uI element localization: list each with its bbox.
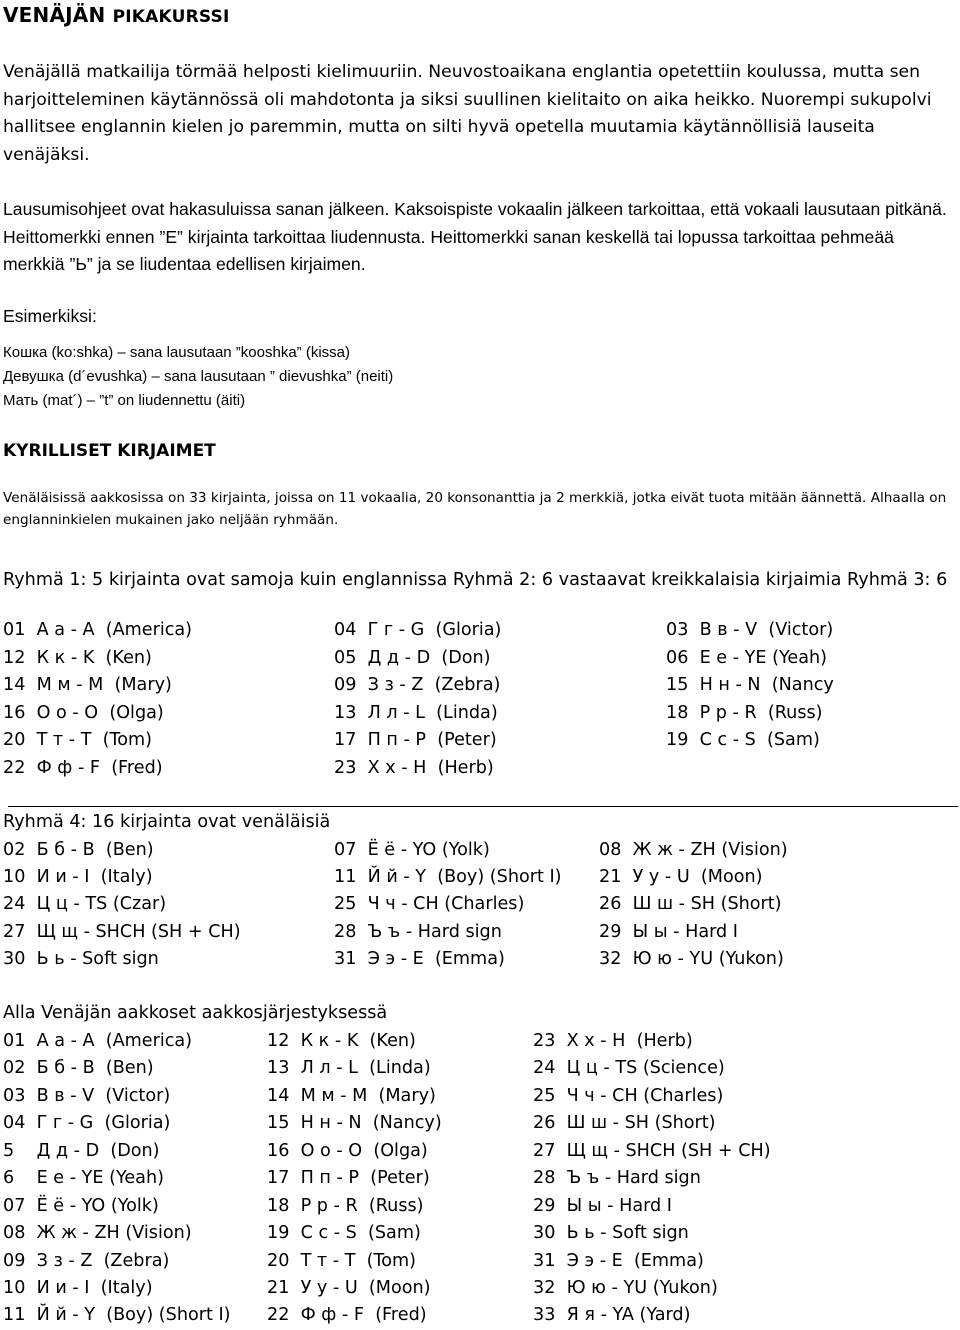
title-rest: PIKAKURSSI: [112, 7, 230, 27]
groups-cell: 19 С с - S (Sam): [666, 730, 820, 750]
alphabet-cell: 12 К к - K (Ken): [267, 1031, 416, 1051]
alphabet-cell: 30 Ь ь - Soft sign: [533, 1223, 689, 1243]
title-main: VENÄJÄN: [3, 3, 106, 27]
groups-cell: 20 Т т - T (Tom): [3, 730, 153, 750]
section-note: [3, 487, 958, 531]
groups-cell: 18 Р р - R (Russ): [666, 703, 823, 723]
alphabet-cell: 24 Ц ц - TS (Science): [533, 1058, 725, 1078]
groups-cell: 17 П п - P (Peter): [334, 730, 497, 750]
section-note-text: Venäläisissä aakkosissa on 33 kirjainta, joissa on 11 vokaalia, 20 konsonanttia ja 2 merkkiä, jotka eivät tuota mitään äännettä. Alhaalla on englanninkielen mukainen jako neljään ryhmään.: [3, 490, 947, 528]
groups-cell: 09 З з - Z (Zebra): [334, 675, 501, 695]
group4-cell: 11 Й й - Y (Boy) (Short I): [334, 867, 562, 887]
alphabet-cell: 21 У у - U (Moon): [267, 1278, 431, 1298]
alphabet-cell: 14 М м - M (Mary): [267, 1086, 436, 1106]
alphabet-cell: 10 И и - I (Italy): [3, 1278, 153, 1298]
groups-cell: 03 В в - V (Victor): [666, 620, 834, 640]
alphabet-cell: 23 Х х - H (Herb): [533, 1031, 693, 1051]
alphabet-cell: 19 С с - S (Sam): [267, 1223, 421, 1243]
alphabet-cell: 04 Г г - G (Gloria): [3, 1113, 171, 1133]
alphabet-cell: 17 П п - P (Peter): [267, 1168, 430, 1188]
pronunciation-paragraph: [3, 196, 953, 279]
alphabet-cell: 33 Я я - YA (Yard): [533, 1305, 691, 1325]
intro-text: Venäjällä matkailija törmää helposti kielimuuriin. Neuvostoaikana englantia opetettiin koulussa, mutta sen harjoitteleminen käytännössä oli mahdotonta ja siksi suullinen kielitaito on aika heikko. Nuorempi sukupolvi hallitsee englannin kielen jo paremmin, mutta on silti hyvä opetella muutamia käytännöllisiä lauseita venäjäksi.: [3, 62, 932, 165]
group4-cell: 29 Ы ы - Hard I: [599, 922, 738, 942]
alphabet-cell: 31 Э э - E (Emma): [533, 1251, 704, 1271]
groups-cell: 04 Г г - G (Gloria): [334, 620, 502, 640]
alphabet-cell: 26 Ш ш - SH (Short): [533, 1113, 716, 1133]
groups-cell: 22 Ф ф - F (Fred): [3, 758, 163, 778]
group4-cell: 31 Э э - E (Emma): [334, 949, 505, 969]
page-title: [3, 3, 230, 27]
intro-paragraph: [3, 59, 953, 169]
section-title: KYRILLISET KIRJAIMET: [3, 441, 216, 461]
alphabet-cell: 11 Й й - Y (Boy) (Short I): [3, 1305, 231, 1325]
alphabet-cell: 02 Б б - B (Ben): [3, 1058, 154, 1078]
groups-cell: 15 Н н - N (Nancy: [666, 675, 834, 695]
alphabet-cell: 08 Ж ж - ZH (Vision): [3, 1223, 192, 1243]
example-line: Кошка (ko:shka) – sana lausutaan ”kooshka” (kissa): [3, 344, 350, 361]
group4-cell: 08 Ж ж - ZH (Vision): [599, 840, 788, 860]
alphabet-cell: 6 Е е - YE (Yeah): [3, 1168, 164, 1188]
group4-cell: 02 Б б - B (Ben): [3, 840, 154, 860]
alphabet-cell: 16 О о - O (Olga): [267, 1141, 428, 1161]
group4-cell: 27 Щ щ - SHCH (SH + CH): [3, 922, 241, 942]
alphabet-cell: 27 Щ щ - SHCH (SH + CH): [533, 1141, 771, 1161]
alphabet-cell: 28 Ъ ъ - Hard sign: [533, 1168, 701, 1188]
groups-intro: [3, 566, 953, 594]
alphabet-cell: 32 Ю ю - YU (Yukon): [533, 1278, 718, 1298]
alphabet-cell: 15 Н н - N (Nancy): [267, 1113, 442, 1133]
group4-cell: 28 Ъ ъ - Hard sign: [334, 922, 502, 942]
alphabet-cell: 22 Ф ф - F (Fred): [267, 1305, 427, 1325]
alphabet-cell: 20 Т т - T (Tom): [267, 1251, 417, 1271]
group4-title: Ryhmä 4: 16 kirjainta ovat venäläisiä: [3, 812, 331, 832]
alphabet-cell: 5 Д д - D (Don): [3, 1141, 160, 1161]
group4-cell: 26 Ш ш - SH (Short): [599, 894, 782, 914]
groups-cell: 06 Е е - YE (Yeah): [666, 648, 827, 668]
groups-intro-text: Ryhmä 1: 5 kirjainta ovat samoja kuin englannissa Ryhmä 2: 6 vastaavat kreikkalaisia kirjaimia Ryhmä 3: 6: [3, 570, 948, 590]
alphabet-cell: 01 А а - A (America): [3, 1031, 193, 1051]
groups-cell: 14 М м - M (Mary): [3, 675, 172, 695]
examples-label: Esimerkiksi:: [3, 306, 97, 326]
group4-cell: 32 Ю ю - YU (Yukon): [599, 949, 784, 969]
alphabet-cell: 25 Ч ч - CH (Charles): [533, 1086, 724, 1106]
group4-cell: 24 Ц ц - TS (Czar): [3, 894, 167, 914]
alphabet-title: Alla Venäjän aakkoset aakkosjärjestyksessä: [3, 1003, 388, 1023]
alphabet-cell: 07 Ё ё - YO (Yolk): [3, 1196, 159, 1216]
alphabet-cell: 03 В в - V (Victor): [3, 1086, 171, 1106]
alphabet-cell: 13 Л л - L (Linda): [267, 1058, 431, 1078]
groups-cell: 12 К к - K (Ken): [3, 648, 152, 668]
alphabet-cell: 18 Р р - R (Russ): [267, 1196, 424, 1216]
pronunciation-text: Lausumisohjeet ovat hakasuluissa sanan jälkeen. Kaksoispiste vokaalin jälkeen tarkoittaa, että vokaali lausutaan pitkänä. Heittomerkki ennen ”E” kirjainta tarkoittaa liudennusta. Heittomerkki sanan keskellä tai lopussa tarkoittaa pehmeää merkkiä ”Ь” ja se liudentaa edellisen kirjaimen.: [3, 199, 947, 274]
groups-cell: 05 Д д - D (Don): [334, 648, 491, 668]
groups-cell: 01 А а - A (America): [3, 620, 193, 640]
section-divider: [8, 806, 958, 807]
groups-cell: 13 Л л - L (Linda): [334, 703, 498, 723]
group4-cell: 25 Ч ч - CH (Charles): [334, 894, 525, 914]
groups-cell: 16 О о - O (Olga): [3, 703, 164, 723]
example-line: Девушка (d´evushka) – sana lausutaan ” dievushka” (neiti): [3, 368, 394, 385]
group4-cell: 10 И и - I (Italy): [3, 867, 153, 887]
group4-cell: 21 У у - U (Moon): [599, 867, 763, 887]
example-line: Мать (mat´) – ”t” on liudennettu (äiti): [3, 392, 246, 409]
group4-cell: 07 Ё ё - YO (Yolk): [334, 840, 490, 860]
groups-cell: 23 Х х - H (Herb): [334, 758, 494, 778]
group4-cell: 30 Ь ь - Soft sign: [3, 949, 159, 969]
alphabet-cell: 09 З з - Z (Zebra): [3, 1251, 170, 1271]
alphabet-cell: 29 Ы ы - Hard I: [533, 1196, 672, 1216]
